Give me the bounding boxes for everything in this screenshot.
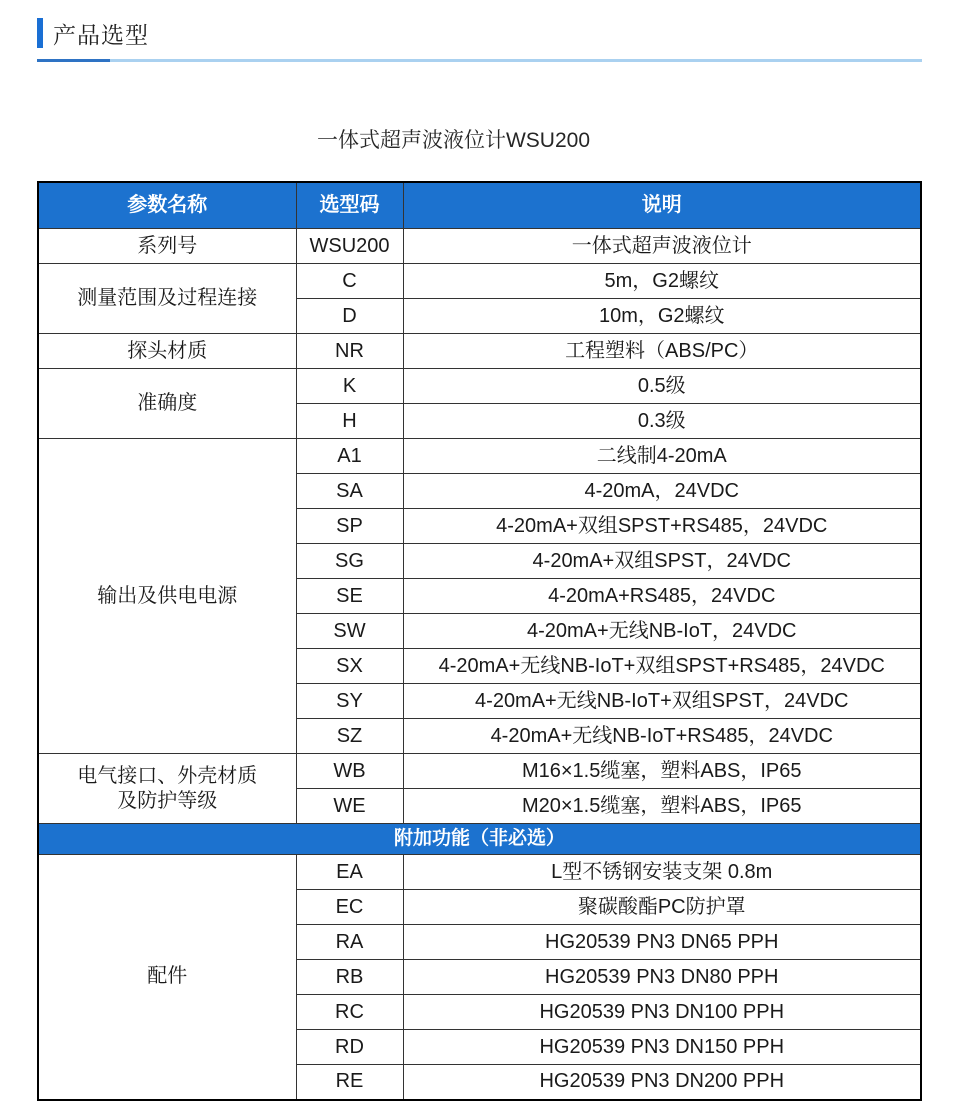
table-row [38, 334, 921, 369]
desc-cell: HG20539 PN3 DN80 PPH [403, 960, 921, 995]
code-cell: D [296, 299, 403, 334]
additional-functions-banner [38, 824, 921, 855]
desc-cell: 4-20mA+无线NB-IoT+RS485，24VDC [403, 719, 921, 754]
accent-bar [37, 18, 43, 48]
table-row [38, 855, 921, 890]
table-title: 一体式超声波液位计WSU200 [316, 129, 591, 152]
desc-cell: HG20539 PN3 DN100 PPH [403, 995, 921, 1030]
param-cell: 测量范围及过程连接 [38, 264, 296, 334]
code-cell: RA [296, 925, 403, 960]
code-cell: WSU200 [296, 229, 403, 264]
section-header [37, 0, 922, 62]
code-cell: RD [296, 1030, 403, 1065]
param-cell: 探头材质 [38, 334, 296, 369]
desc-cell: HG20539 PN3 DN65 PPH [403, 925, 921, 960]
desc-cell: 4-20mA+双组SPST，24VDC [403, 544, 921, 579]
code-cell: SA [296, 474, 403, 509]
table-header-row [38, 182, 921, 229]
banner-label: 附加功能（非必选） [38, 824, 921, 855]
table-row [38, 264, 921, 299]
desc-cell: 一体式超声波液位计 [403, 229, 921, 264]
page-title: 产品选型 [53, 21, 149, 48]
code-cell: SG [296, 544, 403, 579]
param-cell: 准确度 [38, 369, 296, 439]
desc-cell: HG20539 PN3 DN150 PPH [403, 1030, 921, 1065]
code-cell: SX [296, 649, 403, 684]
desc-cell: 聚碳酸酯PC防护罩 [403, 890, 921, 925]
code-cell: RC [296, 995, 403, 1030]
param-cell: 系列号 [38, 229, 296, 264]
code-cell: SW [296, 614, 403, 649]
code-cell: EC [296, 890, 403, 925]
desc-cell: 4-20mA+无线NB-IoT，24VDC [403, 614, 921, 649]
table-row [38, 754, 921, 789]
param-line: 电气接口、外壳材质 [77, 764, 258, 787]
param-cell [38, 754, 296, 824]
code-cell: H [296, 404, 403, 439]
desc-cell: 二线制4-20mA [403, 439, 921, 474]
desc-cell: 0.3级 [403, 404, 921, 439]
product-selection-table [37, 181, 922, 1101]
desc-cell: 5m，G2螺纹 [403, 264, 921, 299]
desc-cell: L型不锈钢安装支架 0.8m [403, 855, 921, 890]
table-row [38, 369, 921, 404]
desc-cell: 0.5级 [403, 369, 921, 404]
param-cell: 输出及供电电源 [38, 439, 296, 754]
code-cell: SY [296, 684, 403, 719]
desc-cell: 4-20mA+双组SPST+RS485，24VDC [403, 509, 921, 544]
code-cell: K [296, 369, 403, 404]
table-row [38, 439, 921, 474]
section-underline [37, 59, 922, 62]
code-cell: A1 [296, 439, 403, 474]
desc-cell: 4-20mA+RS485，24VDC [403, 579, 921, 614]
header-code: 选型码 [296, 182, 403, 229]
code-cell: RE [296, 1065, 403, 1100]
desc-cell: 4-20mA，24VDC [403, 474, 921, 509]
param-cell: 配件 [38, 855, 296, 1100]
code-cell: SZ [296, 719, 403, 754]
table-row [38, 229, 921, 264]
code-cell: WE [296, 789, 403, 824]
code-cell: NR [296, 334, 403, 369]
desc-cell: M20×1.5缆塞，塑料ABS，IP65 [403, 789, 921, 824]
desc-cell: 4-20mA+无线NB-IoT+双组SPST，24VDC [403, 684, 921, 719]
param-line: 及防护等级 [117, 789, 218, 812]
desc-cell: 工程塑料（ABS/PC） [403, 334, 921, 369]
code-cell: WB [296, 754, 403, 789]
desc-cell: M16×1.5缆塞，塑料ABS，IP65 [403, 754, 921, 789]
desc-cell: HG20539 PN3 DN200 PPH [403, 1065, 921, 1100]
code-cell: C [296, 264, 403, 299]
desc-cell: 10m，G2螺纹 [403, 299, 921, 334]
desc-cell: 4-20mA+无线NB-IoT+双组SPST+RS485，24VDC [403, 649, 921, 684]
header-param-name: 参数名称 [38, 182, 296, 229]
code-cell: RB [296, 960, 403, 995]
code-cell: EA [296, 855, 403, 890]
code-cell: SE [296, 579, 403, 614]
code-cell: SP [296, 509, 403, 544]
header-description: 说明 [403, 182, 921, 229]
